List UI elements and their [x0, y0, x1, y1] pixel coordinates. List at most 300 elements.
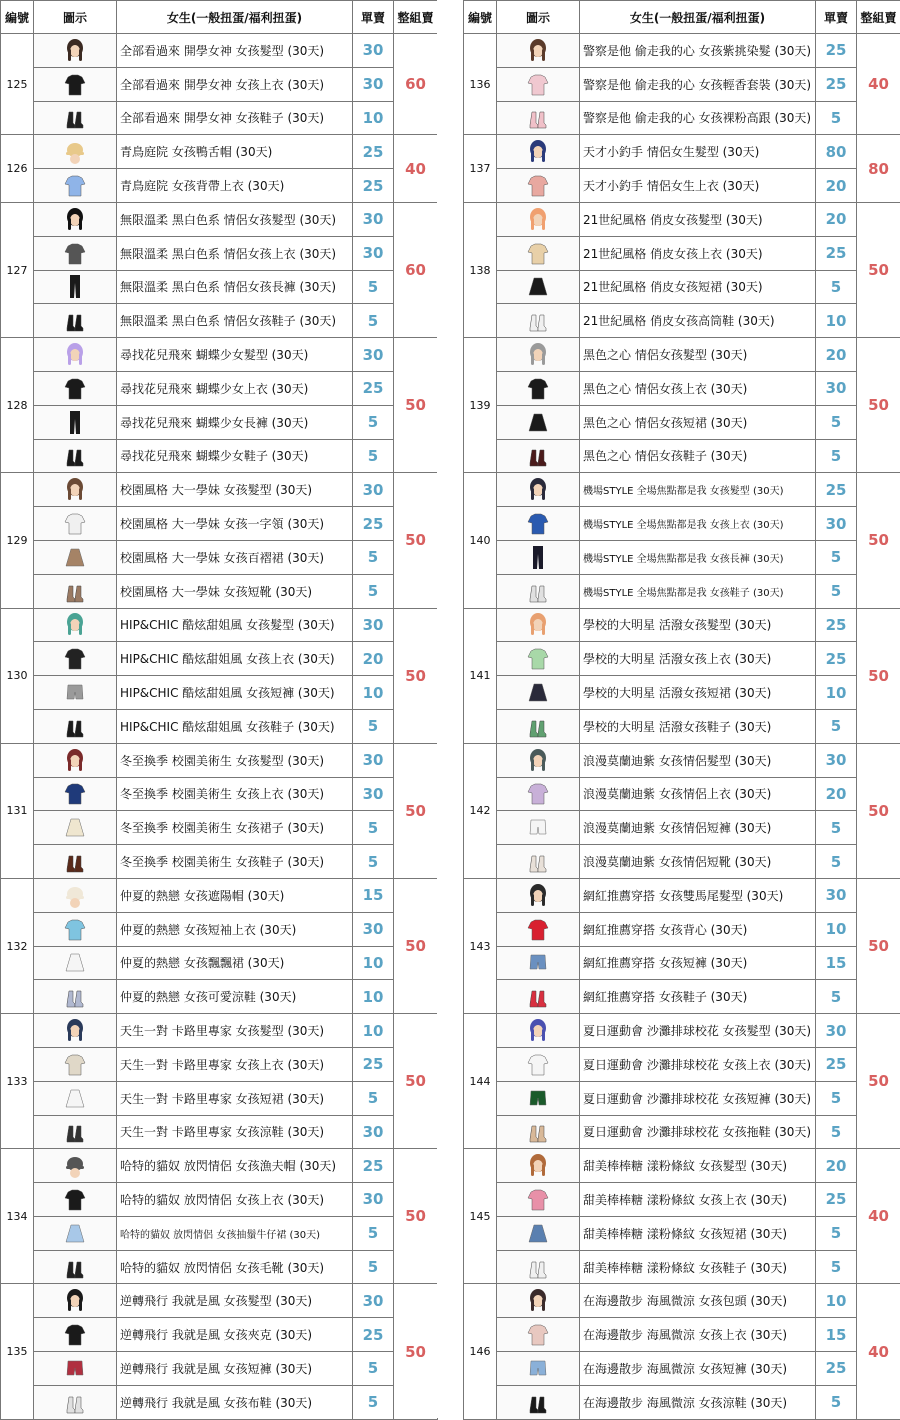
item-thumbnail [34, 1014, 117, 1048]
item-thumbnail [34, 1081, 117, 1115]
item-single-price: 5 [353, 270, 394, 304]
hair-icon [527, 37, 549, 64]
hair-icon [527, 206, 549, 233]
set-id: 126 [1, 135, 34, 203]
top-icon [64, 1186, 86, 1213]
item-thumbnail [497, 1149, 580, 1183]
hat-icon [64, 1152, 86, 1179]
table-row [464, 135, 900, 169]
hair-icon [527, 341, 549, 368]
item-thumbnail [497, 1352, 580, 1386]
shoes-icon [64, 848, 86, 875]
table-row [464, 371, 900, 405]
set-price: 50 [857, 338, 900, 473]
shoes-icon [527, 104, 549, 131]
table-row [1, 946, 438, 980]
item-single-price: 5 [816, 574, 857, 608]
top-icon [64, 916, 86, 943]
item-name: 黑色之心 情侶女孩短裙 (30天) [580, 405, 816, 439]
item-thumbnail [34, 135, 117, 169]
right-price-table [463, 0, 900, 1420]
item-name: 青鳥庭院 女孩背帶上衣 (30天) [117, 169, 353, 203]
table-row [1, 1385, 438, 1419]
top-icon [527, 1321, 549, 1348]
table-row [1, 811, 438, 845]
item-single-price: 10 [816, 676, 857, 710]
item-thumbnail [34, 405, 117, 439]
hair-icon [527, 1152, 549, 1179]
item-single-price: 5 [353, 1081, 394, 1115]
table-row [1, 67, 438, 101]
item-thumbnail [34, 980, 117, 1014]
item-name: HIP&CHIC 酷炫甜姐風 女孩短褲 (30天) [117, 676, 353, 710]
item-name: 校園風格 大一學妹 女孩一字領 (30天) [117, 507, 353, 541]
item-thumbnail [34, 1115, 117, 1149]
item-name: 無限溫柔 黑白色系 情侶女孩鞋子 (30天) [117, 304, 353, 338]
hair-icon [64, 37, 86, 64]
shoes-icon [64, 442, 86, 469]
item-thumbnail [34, 1318, 117, 1352]
top-icon [527, 645, 549, 672]
shorts-icon [527, 949, 549, 976]
item-name: 夏日運動會 沙灘排球校花 女孩短褲 (30天) [580, 1081, 816, 1115]
set-price: 40 [394, 135, 438, 203]
left-price-table-panel [0, 0, 437, 1420]
pants-icon [64, 409, 86, 436]
table-row [1, 270, 438, 304]
item-thumbnail [34, 1183, 117, 1217]
table-row [1, 202, 438, 236]
item-single-price: 20 [816, 169, 857, 203]
item-single-price: 25 [353, 135, 394, 169]
item-single-price: 5 [816, 405, 857, 439]
set-price: 50 [394, 1014, 438, 1149]
shoes-icon [527, 983, 549, 1010]
item-thumbnail [497, 946, 580, 980]
item-thumbnail [34, 1352, 117, 1386]
item-name: 仲夏的熱戀 女孩遮陽帽 (30天) [117, 878, 353, 912]
item-single-price: 5 [353, 405, 394, 439]
item-thumbnail [497, 473, 580, 507]
table-row [464, 1081, 900, 1115]
table-row [464, 845, 900, 879]
item-single-price: 30 [353, 473, 394, 507]
item-name: 學校的大明星 活潑女孩髮型 (30天) [580, 608, 816, 642]
item-thumbnail [34, 473, 117, 507]
item-single-price: 25 [353, 1047, 394, 1081]
top-icon [64, 510, 86, 537]
item-name: 冬至換季 校園美術生 女孩髮型 (30天) [117, 743, 353, 777]
set-price: 60 [394, 202, 438, 337]
item-name: HIP&CHIC 酷炫甜姐風 女孩上衣 (30天) [117, 642, 353, 676]
table-row [464, 1250, 900, 1284]
item-thumbnail [497, 777, 580, 811]
item-name: 機場STYLE 全場焦點都是我 女孩鞋子 (30天) [580, 574, 816, 608]
item-name: 在海邊散步 海風微涼 女孩包頭 (30天) [580, 1284, 816, 1318]
item-thumbnail [34, 507, 117, 541]
id-column-header: 編號 [464, 1, 497, 34]
item-single-price: 10 [816, 304, 857, 338]
item-name: 冬至換季 校園美術生 女孩裙子 (30天) [117, 811, 353, 845]
table-row [464, 1149, 900, 1183]
table-row [464, 67, 900, 101]
table-row [464, 202, 900, 236]
set-id: 135 [1, 1284, 34, 1419]
set-id: 139 [464, 338, 497, 473]
item-name: 天生一對 卡路里專家 女孩上衣 (30天) [117, 1047, 353, 1081]
item-single-price: 5 [816, 1081, 857, 1115]
skirt-icon [64, 814, 86, 841]
table-row [1, 980, 438, 1014]
item-thumbnail [497, 574, 580, 608]
item-name: 尋找花兒飛來 蝴蝶少女長褲 (30天) [117, 405, 353, 439]
item-single-price: 5 [353, 811, 394, 845]
item-single-price: 30 [353, 743, 394, 777]
table-row [1, 845, 438, 879]
table-row [1, 473, 438, 507]
item-single-price: 5 [353, 1216, 394, 1250]
top-icon [64, 240, 86, 267]
set-id: 146 [464, 1284, 497, 1419]
set-id: 142 [464, 743, 497, 878]
item-single-price: 5 [816, 439, 857, 473]
table-row [1, 642, 438, 676]
table-row [1, 1216, 438, 1250]
top-icon [64, 645, 86, 672]
item-name: 無限溫柔 黑白色系 情侶女孩上衣 (30天) [117, 236, 353, 270]
item-single-price: 30 [353, 338, 394, 372]
table-row [464, 540, 900, 574]
item-single-price: 25 [816, 1183, 857, 1217]
item-thumbnail [497, 101, 580, 135]
skirt-icon [64, 949, 86, 976]
item-name: 天才小釣手 情侶女生上衣 (30天) [580, 169, 816, 203]
table-row [464, 709, 900, 743]
set-price: 50 [394, 338, 438, 473]
hair-icon [64, 476, 86, 503]
item-single-price: 30 [353, 912, 394, 946]
item-thumbnail [34, 304, 117, 338]
top-icon [527, 916, 549, 943]
item-single-price: 5 [353, 709, 394, 743]
table-row [464, 1115, 900, 1149]
item-name: 逆轉飛行 我就是風 女孩布鞋 (30天) [117, 1385, 353, 1419]
item-thumbnail [34, 236, 117, 270]
item-thumbnail [34, 777, 117, 811]
skirt-icon [527, 1220, 549, 1247]
skirt-icon [527, 273, 549, 300]
hair-icon [64, 747, 86, 774]
item-thumbnail [34, 676, 117, 710]
item-thumbnail [34, 743, 117, 777]
item-single-price: 5 [816, 1250, 857, 1284]
table-row [464, 101, 900, 135]
item-thumbnail [497, 135, 580, 169]
set-price: 80 [857, 135, 900, 203]
set-id: 131 [1, 743, 34, 878]
item-thumbnail [497, 1318, 580, 1352]
table-row [1, 1318, 438, 1352]
table-row [1, 439, 438, 473]
table-row [1, 507, 438, 541]
item-name: 機場STYLE 全場焦點都是我 女孩髮型 (30天) [580, 473, 816, 507]
item-name: 在海邊散步 海風微涼 女孩涼鞋 (30天) [580, 1385, 816, 1419]
table-row [1, 338, 438, 372]
item-thumbnail [34, 338, 117, 372]
table-row [1, 878, 438, 912]
item-name: 校園風格 大一學妹 女孩百褶裙 (30天) [117, 540, 353, 574]
set-price-column-header: 整組賣 [857, 1, 900, 34]
item-single-price: 25 [353, 507, 394, 541]
item-single-price: 5 [816, 845, 857, 879]
item-single-price: 5 [816, 1115, 857, 1149]
item-single-price: 5 [353, 1385, 394, 1419]
item-name: 尋找花兒飛來 蝴蝶少女上衣 (30天) [117, 371, 353, 405]
item-thumbnail [497, 1047, 580, 1081]
table-row [464, 912, 900, 946]
table-row [464, 1183, 900, 1217]
item-thumbnail [34, 169, 117, 203]
table-row [464, 1318, 900, 1352]
item-single-price: 30 [353, 236, 394, 270]
table-row [1, 1047, 438, 1081]
shoes-icon [64, 307, 86, 334]
set-price: 60 [394, 34, 438, 135]
header-row [1, 1, 438, 34]
item-single-price: 30 [816, 743, 857, 777]
shoes-icon [527, 1389, 549, 1416]
item-thumbnail [34, 202, 117, 236]
table-row [1, 1115, 438, 1149]
item-single-price: 30 [816, 507, 857, 541]
set-price: 50 [394, 878, 438, 1013]
item-thumbnail [497, 169, 580, 203]
set-id: 137 [464, 135, 497, 203]
item-single-price: 10 [353, 980, 394, 1014]
name-column-header: 女生(一般扭蛋/福利扭蛋) [117, 1, 353, 34]
skirt-icon [527, 679, 549, 706]
item-name: 在海邊散步 海風微涼 女孩短褲 (30天) [580, 1352, 816, 1386]
top-icon [527, 375, 549, 402]
item-name: 機場STYLE 全場焦點都是我 女孩長褲 (30天) [580, 540, 816, 574]
set-id: 144 [464, 1014, 497, 1149]
item-thumbnail [34, 912, 117, 946]
top-icon [527, 510, 549, 537]
item-name: HIP&CHIC 酷炫甜姐風 女孩鞋子 (30天) [117, 709, 353, 743]
item-single-price: 10 [353, 1014, 394, 1048]
shoes-icon [527, 848, 549, 875]
set-id: 141 [464, 608, 497, 743]
shoes-icon [64, 983, 86, 1010]
set-id: 138 [464, 202, 497, 337]
item-thumbnail [497, 1183, 580, 1217]
item-single-price: 10 [353, 676, 394, 710]
set-id: 127 [1, 202, 34, 337]
item-single-price: 25 [816, 1352, 857, 1386]
item-single-price: 5 [816, 1216, 857, 1250]
table-row [464, 878, 900, 912]
item-name: 21世紀風格 俏皮女孩上衣 (30天) [580, 236, 816, 270]
item-single-price: 25 [816, 608, 857, 642]
item-single-price: 5 [816, 101, 857, 135]
item-name: 哈特的貓奴 放閃情侶 女孩毛靴 (30天) [117, 1250, 353, 1284]
item-thumbnail [34, 1047, 117, 1081]
set-price: 50 [394, 1284, 438, 1419]
top-icon [64, 780, 86, 807]
set-id: 128 [1, 338, 34, 473]
top-icon [527, 172, 549, 199]
item-name: 21世紀風格 俏皮女孩短裙 (30天) [580, 270, 816, 304]
table-row [1, 709, 438, 743]
pants-icon [64, 273, 86, 300]
table-row [464, 236, 900, 270]
top-icon [527, 240, 549, 267]
item-single-price: 5 [353, 1352, 394, 1386]
item-single-price: 25 [816, 67, 857, 101]
item-name: 仲夏的熱戀 女孩飄飄裙 (30天) [117, 946, 353, 980]
item-name: 浪漫莫蘭迪紫 女孩情侶短褲 (30天) [580, 811, 816, 845]
top-icon [64, 375, 86, 402]
item-single-price: 25 [816, 34, 857, 68]
item-single-price: 10 [353, 946, 394, 980]
item-thumbnail [34, 270, 117, 304]
shoes-icon [64, 1118, 86, 1145]
set-price: 40 [857, 34, 900, 135]
item-thumbnail [34, 1284, 117, 1318]
table-row [1, 1183, 438, 1217]
item-thumbnail [497, 67, 580, 101]
table-row [1, 236, 438, 270]
set-id: 140 [464, 473, 497, 608]
table-row [464, 743, 900, 777]
item-single-price: 25 [816, 236, 857, 270]
shoes-icon [527, 713, 549, 740]
table-row [1, 676, 438, 710]
table-row [1, 574, 438, 608]
id-column-header: 編號 [1, 1, 34, 34]
item-thumbnail [497, 540, 580, 574]
item-name: 全部看過來 開學女神 女孩上衣 (30天) [117, 67, 353, 101]
item-thumbnail [497, 980, 580, 1014]
item-name: 浪漫莫蘭迪紫 女孩情侶髮型 (30天) [580, 743, 816, 777]
set-price: 40 [857, 1149, 900, 1284]
item-name: 警察是他 偷走我的心 女孩輕香套裝 (30天) [580, 67, 816, 101]
item-thumbnail [34, 1250, 117, 1284]
table-row [464, 270, 900, 304]
item-name: 21世紀風格 俏皮女孩髮型 (30天) [580, 202, 816, 236]
item-name: 冬至換季 校園美術生 女孩上衣 (30天) [117, 777, 353, 811]
table-row [1, 1014, 438, 1048]
item-name: 機場STYLE 全場焦點都是我 女孩上衣 (30天) [580, 507, 816, 541]
table-row [464, 777, 900, 811]
single-price-column-header: 單賣 [816, 1, 857, 34]
item-thumbnail [497, 1216, 580, 1250]
skirt-icon [64, 1220, 86, 1247]
table-row [1, 34, 438, 68]
shorts-icon [527, 1355, 549, 1382]
item-name: 甜美棒棒糖 漾粉條紋 女孩短裙 (30天) [580, 1216, 816, 1250]
item-name: 哈特的貓奴 放閃情侶 女孩抽鬚牛仔裙 (30天) [117, 1216, 353, 1250]
left-price-table [0, 0, 438, 1420]
shoes-icon [64, 1389, 86, 1416]
item-single-price: 5 [816, 811, 857, 845]
item-name: 天生一對 卡路里專家 女孩短裙 (30天) [117, 1081, 353, 1115]
item-single-price: 30 [353, 1183, 394, 1217]
table-row [464, 34, 900, 68]
table-row [1, 304, 438, 338]
item-name: 哈特的貓奴 放閃情侶 女孩漁夫帽 (30天) [117, 1149, 353, 1183]
skirt-icon [64, 544, 86, 571]
set-id: 145 [464, 1149, 497, 1284]
table-row [1, 1352, 438, 1386]
shorts-icon [527, 1085, 549, 1112]
top-icon [64, 1321, 86, 1348]
skirt-icon [64, 1085, 86, 1112]
item-name: 黑色之心 情侶女孩上衣 (30天) [580, 371, 816, 405]
set-id: 125 [1, 34, 34, 135]
item-name: 網紅推薦穿搭 女孩雙馬尾髮型 (30天) [580, 878, 816, 912]
item-name: 學校的大明星 活潑女孩上衣 (30天) [580, 642, 816, 676]
item-thumbnail [497, 1014, 580, 1048]
item-name: 尋找花兒飛來 蝴蝶少女髮型 (30天) [117, 338, 353, 372]
item-single-price: 5 [816, 540, 857, 574]
item-name: 夏日運動會 沙灘排球校花 女孩髮型 (30天) [580, 1014, 816, 1048]
item-thumbnail [497, 439, 580, 473]
hair-icon [64, 611, 86, 638]
single-price-column-header: 單賣 [353, 1, 394, 34]
item-name: 警察是他 偷走我的心 女孩紫挑染髮 (30天) [580, 34, 816, 68]
table-row [464, 1216, 900, 1250]
table-row [464, 608, 900, 642]
item-name: 校園風格 大一學妹 女孩短靴 (30天) [117, 574, 353, 608]
item-name: HIP&CHIC 酷炫甜姐風 女孩髮型 (30天) [117, 608, 353, 642]
table-row [464, 338, 900, 372]
item-single-price: 25 [353, 169, 394, 203]
shoes-icon [64, 578, 86, 605]
item-name: 網紅推薦穿搭 女孩鞋子 (30天) [580, 980, 816, 1014]
pants-icon [527, 544, 549, 571]
set-price: 50 [394, 473, 438, 608]
item-single-price: 20 [353, 642, 394, 676]
item-single-price: 5 [353, 1250, 394, 1284]
item-single-price: 30 [353, 608, 394, 642]
name-column-header: 女生(一般扭蛋/福利扭蛋) [580, 1, 816, 34]
item-name: 校園風格 大一學妹 女孩髮型 (30天) [117, 473, 353, 507]
cap-icon [64, 138, 86, 165]
set-price: 50 [857, 473, 900, 608]
item-single-price: 10 [816, 912, 857, 946]
item-single-price: 5 [353, 439, 394, 473]
item-single-price: 10 [816, 1284, 857, 1318]
item-thumbnail [34, 845, 117, 879]
shoes-icon [64, 1254, 86, 1281]
shorts-icon [527, 814, 549, 841]
set-price: 50 [857, 608, 900, 743]
item-name: 仲夏的熱戀 女孩可愛涼鞋 (30天) [117, 980, 353, 1014]
hair-icon [64, 206, 86, 233]
item-name: 甜美棒棒糖 漾粉條紋 女孩上衣 (30天) [580, 1183, 816, 1217]
set-price: 50 [394, 608, 438, 743]
item-single-price: 20 [816, 338, 857, 372]
table-row [1, 608, 438, 642]
item-name: 哈特的貓奴 放閃情侶 女孩上衣 (30天) [117, 1183, 353, 1217]
item-thumbnail [34, 608, 117, 642]
set-price: 50 [394, 1149, 438, 1284]
item-single-price: 30 [353, 202, 394, 236]
item-name: 浪漫莫蘭迪紫 女孩情侶上衣 (30天) [580, 777, 816, 811]
item-single-price: 30 [816, 371, 857, 405]
item-single-price: 30 [353, 1115, 394, 1149]
